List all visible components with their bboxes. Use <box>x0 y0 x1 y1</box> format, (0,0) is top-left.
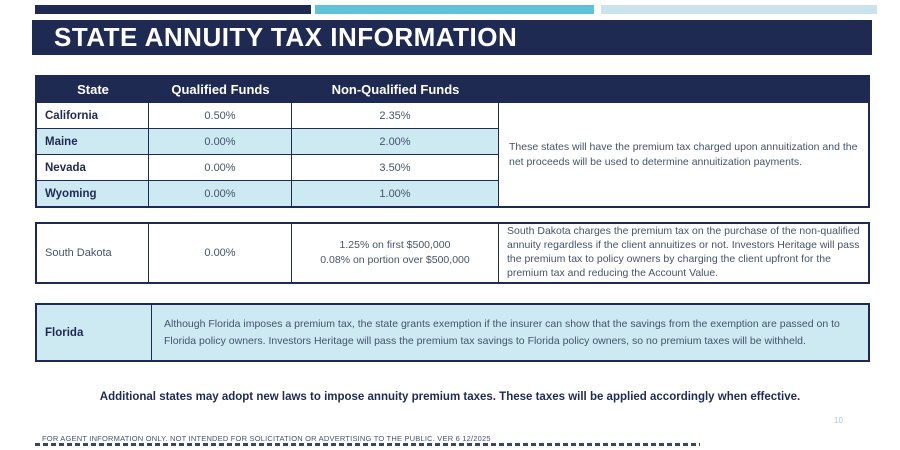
table-header-row <box>37 77 868 102</box>
additional-states-note: Additional states may adopt new laws to impose annuity premium taxes. These taxes will be applied accordingly when effective. <box>99 391 801 403</box>
annuitization-note <box>499 102 868 206</box>
qualified-value: 0.00% <box>149 129 292 154</box>
accent-bar-teal <box>315 5 594 14</box>
state-name: Nevada <box>37 155 149 180</box>
page-number: 10 <box>834 416 843 425</box>
south-dakota-note <box>499 224 868 282</box>
header-non-qualified-funds: Non-Qualified Funds <box>331 82 460 97</box>
state-name: Maine <box>37 129 149 154</box>
table-row-california <box>37 102 499 128</box>
table-rows <box>37 102 499 206</box>
table-body <box>37 102 868 206</box>
header-state: State <box>77 82 109 97</box>
table-row-nevada <box>37 154 499 180</box>
florida-table <box>35 303 870 362</box>
south-dakota-note-text: South Dakota charges the premium tax on the purchase of the non-qualified annuity regardless if the client annuitizes or not. Investors Heritage will pass the premium tax to policy owners by charging the client upfront for the premium tax and reducing the Account Value. <box>507 225 860 279</box>
non-qualified-value: 3.50% <box>292 155 499 180</box>
non-qualified-line1: 1.25% on first $500,000 <box>339 238 451 251</box>
non-qualified-value <box>292 224 499 282</box>
florida-note <box>152 305 868 360</box>
page-title: STATE ANNUITY TAX INFORMATION <box>54 22 518 52</box>
accent-bar-navy <box>35 5 311 14</box>
annuitization-note-text: These states will have the premium tax charged upon annuitization and the net proceeds will be used to determine annuitization payments. <box>509 141 858 168</box>
table-row-maine <box>37 128 499 154</box>
non-qualified-value: 2.35% <box>292 103 499 128</box>
state-name: South Dakota <box>37 224 149 282</box>
non-qualified-line2: 0.08% on portion over $500,000 <box>320 254 470 266</box>
qualified-value: 0.00% <box>149 224 292 282</box>
non-qualified-value: 1.00% <box>292 181 499 206</box>
state-name: Wyoming <box>37 181 149 206</box>
accent-bar-pale <box>601 5 877 14</box>
header-empty <box>499 77 868 102</box>
header-qualified-funds: Qualified Funds <box>171 82 270 97</box>
qualified-value: 0.00% <box>149 181 292 206</box>
qualified-value: 0.50% <box>149 103 292 128</box>
qualified-value: 0.00% <box>149 155 292 180</box>
title-banner <box>32 20 872 55</box>
table-row-wyoming <box>37 180 499 206</box>
state-tax-table <box>35 75 870 208</box>
footer-dashed-divider <box>35 443 700 446</box>
non-qualified-value: 2.00% <box>292 129 499 154</box>
south-dakota-table <box>35 222 870 284</box>
florida-note-text: Although Florida imposes a premium tax, the state grants exemption if the insurer can show that the savings from the exemption are passed on to Florida policy owners. Investors Heritage will pass the premium tax savings to Florida policy owners, so no premium taxes will be withheld. <box>164 318 840 347</box>
state-name: Florida <box>37 305 152 360</box>
state-name: California <box>37 103 149 128</box>
footer-disclaimer: FOR AGENT INFORMATION ONLY. NOT INTENDED FOR SOLICITATION OR ADVERTISING TO THE PUBLIC. VER 6 12/2025 <box>42 434 491 443</box>
